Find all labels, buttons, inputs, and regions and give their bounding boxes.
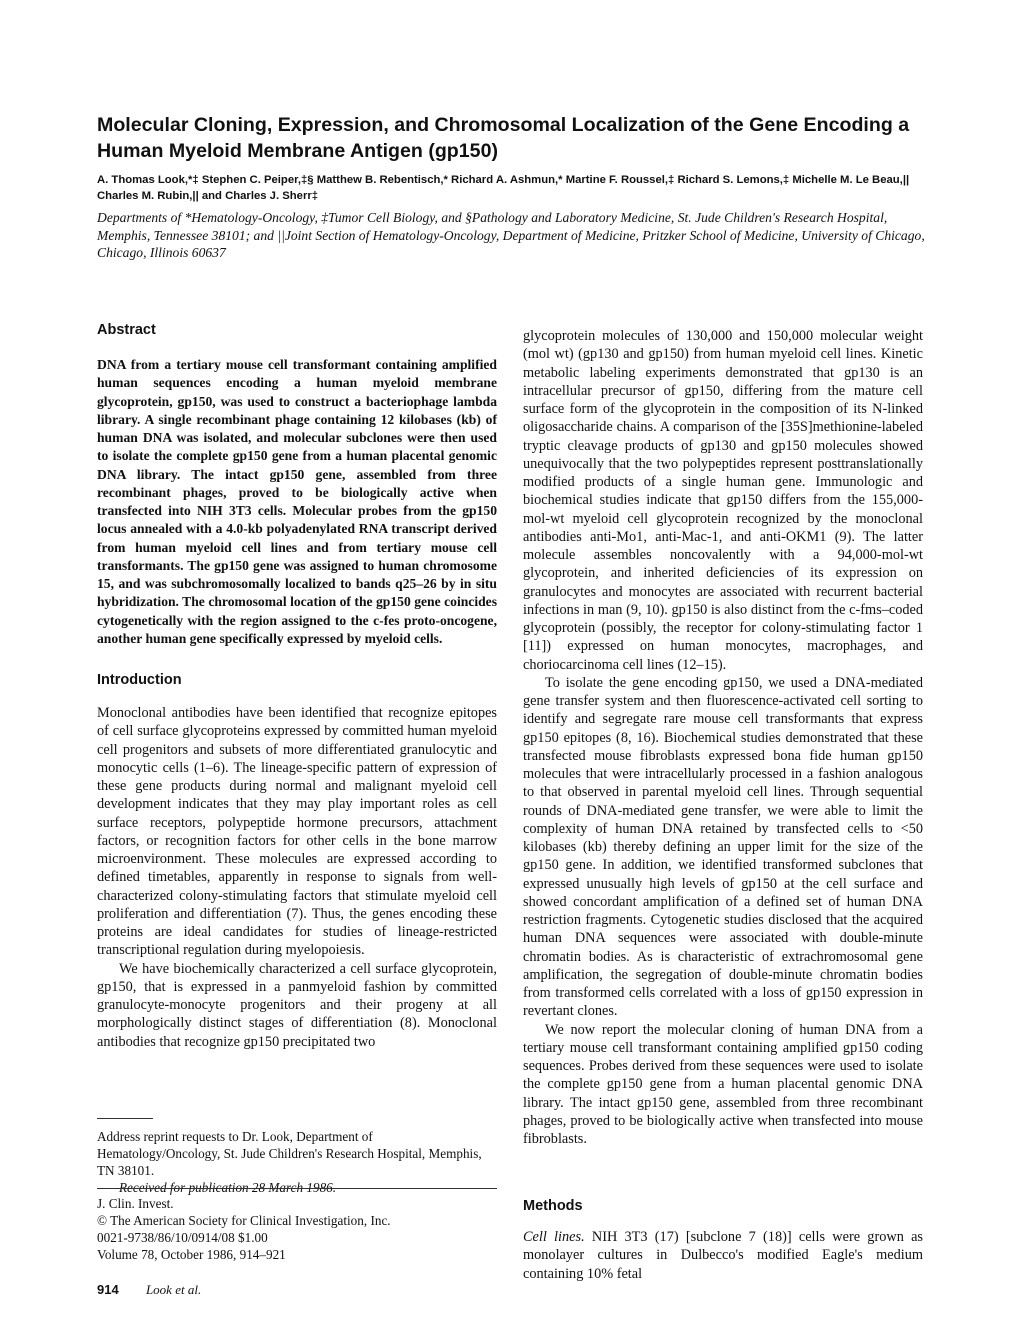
intro-paragraph-1: Monoclonal antibodies have been identified that recognize epitopes of cell surface glycoproteins expressed by committed human myeloid cell progenitors and subsets of more differentiated granulocytic and monocytic cells (1–6). The lineage-specific pattern of expression of these gene products during normal and malignant myeloid cell development indicates that they may play important roles as cell surface receptors, polypeptide hormone precursors, attachment factors, or recognition factors for other cells in the bone marrow microenvironment. These molecules are expressed according to defined timetables, apparently in response to signals from well-characterized colony-stimulating factors that stimulate myeloid cell proliferation and differentiation (7). Thus, the genes encoding these proteins are ideal candidates for studies of lineage-restricted transcriptional regulation during myelopoiesis. <box>97 705 497 959</box>
volume-line: Volume 78, October 1986, 914–921 <box>97 1247 286 1262</box>
methods-text: NIH 3T3 (17) [subclone 7 (18)] cells were grown as monolayer cultures in Dulbecco's modified Eagle's medium containing 10% fetal <box>523 1229 923 1282</box>
journal-name: J. Clin. Invest. <box>97 1196 174 1211</box>
article-title: Molecular Cloning, Expression, and Chromosomal Localization of the Gene Encoding a Human Myeloid Membrane Antigen (gp150) <box>97 114 910 162</box>
introduction-heading: Introduction <box>97 672 182 688</box>
running-head: Look et al. <box>145 1282 202 1297</box>
intro-paragraph-5: We now report the molecular cloning of human DNA from a tertiary mouse cell transformant containing amplified gp150 coding sequences. Probes derived from these sequences were used to isolate the complete gp150 gene from a human placental genomic DNA library. The intact gp150 gene, assembled from three recombinant phages, proved to be biologically active when transfected into mouse fibroblasts. <box>523 1021 923 1147</box>
intro-paragraph-2: We have biochemically characterized a cell surface glycoprotein, gp150, that is expressed in a panmyeloid fashion by committed granulocyte-monocyte progenitors and their progeny at all morphologically distinct stages of differentiation (8). Monoclonal antibodies that recognize gp150 precipitated two <box>97 960 497 1050</box>
page-footer <box>97 1282 201 1298</box>
left-column <box>97 322 497 1051</box>
intro-paragraph-4: To isolate the gene encoding gp150, we used a DNA-mediated gene transfer system and then fluorescence-activated cell sorting to identify and segregate rare mouse cell transformants that express gp150 epitopes (8, 16). Biochemical studies demonstrated that these transfected mouse fibroblasts expressed bona fide human gp150 molecules that were intracellularly processed in a fashion analogous to that observed in parental myeloid cell lines. Through sequential rounds of DNA-mediated gene transfer, we were able to limit the complexity of human DNA retained by transfected cells to <50 kilobases (kb) thereby defining an upper limit for the size of the gp150 gene. In addition, we identified transformed subclones that expressed unusually high levels of gp150 at the cell surface and showed concordant amplification of a defined set of human DNA restriction fragments. Cytogenetic studies disclosed that the acquired human DNA sequences were associated with double-minute chromatin bodies. As is characteristic of extrachromosomal gene amplification, the segregation of double-minute chromatin bodies from transformed cells correlated with a loss of gp150 expression in revertant clones. <box>523 674 923 1020</box>
copyright-line: © The American Society for Clinical Investigation, Inc. <box>97 1213 391 1228</box>
abstract-text: DNA from a tertiary mouse cell transformant containing amplified human sequences encoding a human myeloid membrane glycoprotein, gp150, was used to construct a bacteriophage lambda library. A single recombinant phage containing 12 kilobases (kb) of human DNA was isolated, and molecular subclones were then used to isolate the complete gp150 gene from a human placental genomic DNA library. The intact gp150 gene, assembled from three recombinant phages, proved to be biologically active when transfected into NIH 3T3 cells. Molecular probes from the gp150 locus annealed with a 4.0-kb polyadenylated RNA transcript derived from human myeloid cell lines and from tertiary mouse cell transformants. The gp150 gene was assigned to human chromosome 15, and was subchromosomally localized to bands q25–26 by in situ hybridization. The chromosomal location of the gp150 gene coincides cytogenetically with the region assigned to the c-fes proto-oncogene, another human gene specifically expressed by myeloid cells. <box>97 357 497 646</box>
page-number: 914 <box>97 1282 119 1297</box>
publication-divider <box>97 1188 497 1189</box>
received-date: Received for publication 28 March 1986. <box>119 1180 337 1195</box>
author-list: A. Thomas Look,*‡ Stephen C. Peiper,‡§ Matthew B. Rebentisch,* Richard A. Ashmun,* Martine F. Roussel,‡ Richard S. Lemons,‡ Michelle M. Le Beau,|| Charles M. Rubin,|| and Charles J. Sherr‡ <box>97 174 910 202</box>
reprint-request-text: Address reprint requests to Dr. Look, Department of Hematology/Oncology, St. Jude Children's Research Hospital, Memphis, TN 38101. <box>97 1129 482 1178</box>
abstract-heading: Abstract <box>97 322 156 338</box>
intro-paragraph-continued: glycoprotein molecules of 130,000 and 150,000 molecular weight (mol wt) (gp130 and gp150) from human myeloid cell lines. Kinetic metabolic labeling experiments demonstrated that gp130 is an intracellular precursor of gp150, differing from the mature cell surface form of the glycoprotein in the composition of its N-linked oligosaccharide chains. A comparison of the [35S]methionine-labeled tryptic cleavage products of gp130 and gp150 molecules showed unequivocally that the two polypeptides represent posttranslationally modified products of a single human gene. Immunologic and biochemical studies indicate that gp150 differs from the 155,000-mol-wt myeloid cell glycoprotein recognized by the monoclonal antibodies anti-Mo1, anti-Mac-1, and anti-OKM1 (9). The latter molecule assembles noncovalently with a 94,000-mol-wt glycoprotein, and inherited deficiencies of its expression on granulocytes and monocytes are associated with recurrent bacterial infections in man (9, 10). gp150 is also distinct from the c-fms–coded glycoprotein (possibly, the receptor for colony-stimulating factor 1 [11]) expressed on human monocytes, macrophages, and choriocarcinoma cell lines (12–15). <box>523 328 923 673</box>
article-code: 0021-9738/86/10/0914/08 $1.00 <box>97 1230 268 1245</box>
publication-info <box>97 1195 497 1263</box>
affiliations: Departments of *Hematology-Oncology, ‡Tumor Cell Biology, and §Pathology and Laboratory Medicine, St. Jude Children's Research Hospital, Memphis, Tennessee 38101; and ||Joint Section of Hematology-Oncology, Department of Medicine, Pritzker School of Medicine, University of Chicago, Chicago, Illinois 60637 <box>97 210 925 260</box>
right-column <box>523 327 923 1148</box>
footnote-divider <box>97 1118 153 1119</box>
methods-paragraph <box>523 1228 923 1283</box>
methods-heading: Methods <box>523 1198 583 1214</box>
footnote <box>97 1128 497 1196</box>
cell-lines-run-in: Cell lines. <box>523 1229 585 1245</box>
